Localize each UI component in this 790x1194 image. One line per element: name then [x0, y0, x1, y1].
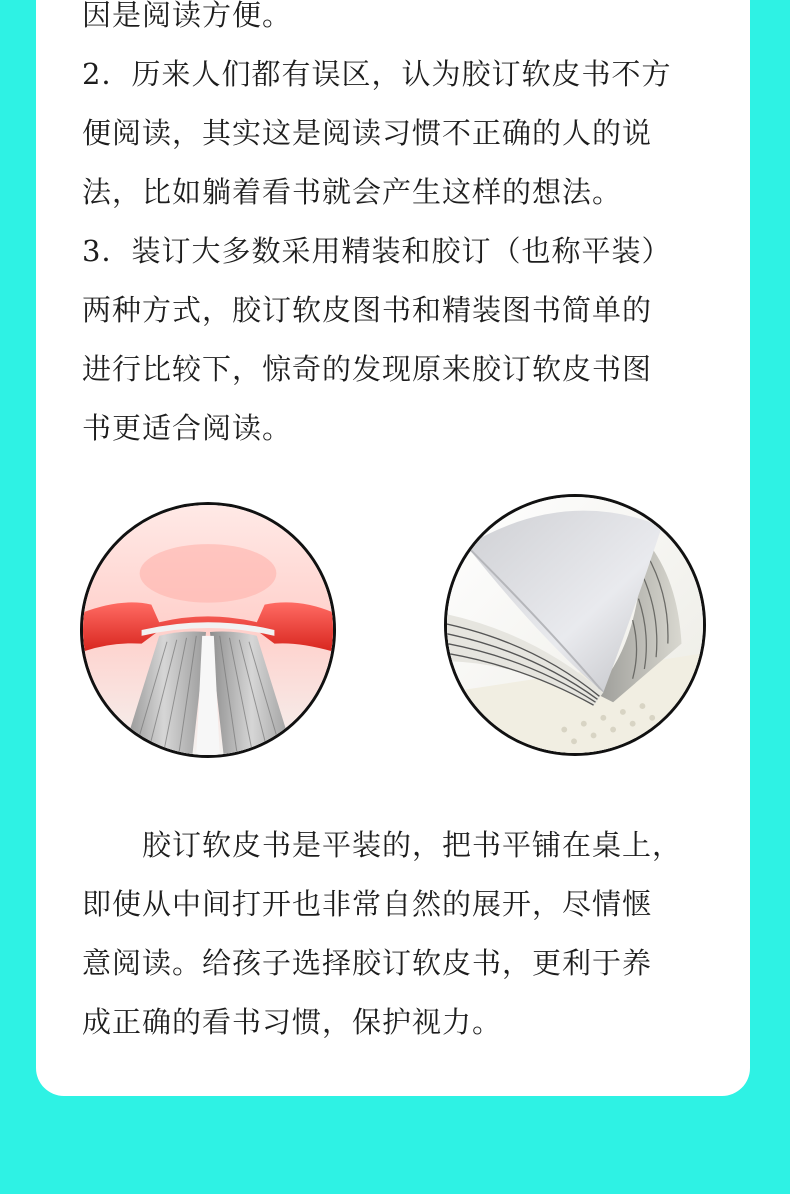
text-line: 3．装订大多数采用精装和胶订（也称平装） — [82, 234, 672, 268]
paperback-illustration — [447, 497, 703, 753]
text-block-bottom — [82, 816, 722, 1052]
text-line: 便阅读，其实这是阅读习惯不正确的人的说 — [82, 116, 653, 150]
text-line: 进行比较下，惊奇的发现原来胶订软皮书图 — [82, 352, 653, 386]
text-line: 意阅读。给孩子选择胶订软皮书，更利于养 — [82, 946, 653, 980]
text-line: 2．历来人们都有误区，认为胶订软皮书不方 — [82, 57, 672, 91]
text-line: 因是阅读方便。 — [82, 0, 293, 32]
text-line: 即使从中间打开也非常自然的展开，尽情惬 — [82, 887, 653, 921]
text-line: 书更适合阅读。 — [82, 411, 293, 445]
hardcover-spine-photo — [80, 502, 336, 758]
hardcover-illustration — [83, 505, 333, 755]
text-line: 两种方式，胶订软皮图书和精装图书简单的 — [82, 293, 653, 327]
paperback-spine-photo — [444, 494, 706, 756]
text-line: 法，比如躺着看书就会产生这样的想法。 — [82, 175, 623, 209]
text-line: 成正确的看书习惯，保护视力。 — [82, 1005, 503, 1039]
text-line: 胶订软皮书是平装的，把书平铺在桌上， — [142, 828, 683, 862]
text-block-top — [82, 0, 722, 458]
